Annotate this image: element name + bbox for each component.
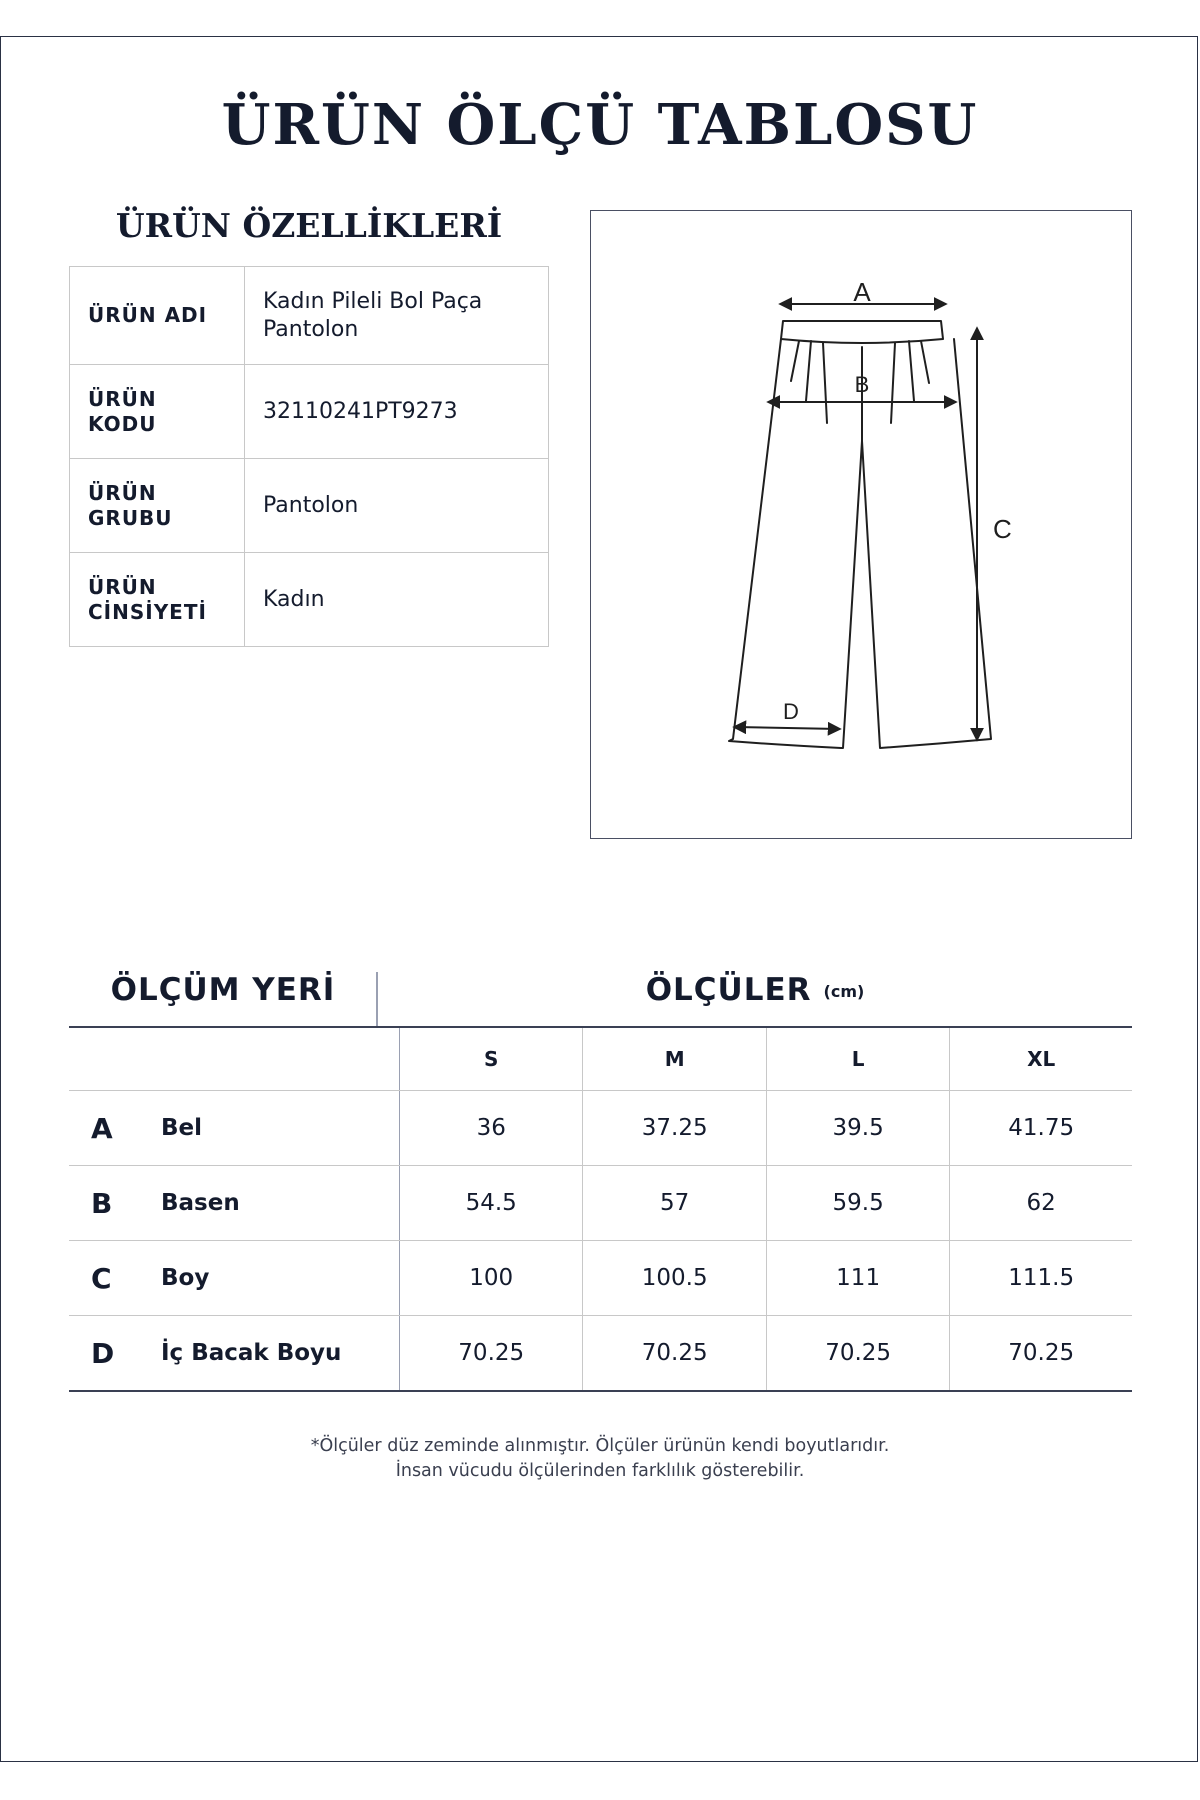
sizes-unit: (cm) xyxy=(823,982,865,1001)
size-header-cell: L xyxy=(766,1027,949,1091)
measure-point-header: ÖLÇÜM YERİ xyxy=(110,972,336,1008)
diagram-label-c: C xyxy=(993,514,1012,544)
measure-code: C xyxy=(69,1241,161,1316)
table-row xyxy=(69,1241,1132,1316)
size-header-blank xyxy=(69,1027,400,1091)
product-info-label: ÜRÜN GRUBU xyxy=(70,459,245,553)
pants-pleat xyxy=(823,343,827,423)
measure-code: D xyxy=(69,1316,161,1392)
size-value: 70.25 xyxy=(766,1316,949,1392)
product-info-value: Pantolon xyxy=(245,459,549,553)
product-info-value: Kadın Pileli Bol Paça Pantolon xyxy=(245,267,549,365)
sizes-header xyxy=(378,972,1132,1008)
diagram-label-d: D xyxy=(783,699,799,724)
measure-code: B xyxy=(69,1166,161,1241)
sizes-header-label: ÖLÇÜLER xyxy=(645,972,812,1008)
size-value: 111.5 xyxy=(950,1241,1132,1316)
product-info-row xyxy=(70,365,549,459)
size-header-cell: S xyxy=(400,1027,583,1091)
product-info-row xyxy=(70,553,549,647)
measure-code: A xyxy=(69,1091,161,1166)
table-row xyxy=(69,1091,1132,1166)
size-value: 37.25 xyxy=(583,1091,766,1166)
pants-pleat xyxy=(806,341,811,401)
size-value: 54.5 xyxy=(400,1166,583,1241)
size-value: 36 xyxy=(400,1091,583,1166)
product-info-row xyxy=(70,459,549,553)
table-row xyxy=(69,1166,1132,1241)
product-info-value: Kadın xyxy=(245,553,549,647)
size-value: 70.25 xyxy=(583,1316,766,1392)
measurement-note xyxy=(0,1434,1200,1484)
diagram-label-b: B xyxy=(854,372,870,397)
size-value: 111 xyxy=(766,1241,949,1316)
product-section-title: ÜRÜN ÖZELLİKLERİ xyxy=(115,206,503,245)
pants-pleat xyxy=(921,341,929,383)
size-value: 100 xyxy=(400,1241,583,1316)
page-title: ÜRÜN ÖLÇÜ TABLOSU xyxy=(221,92,979,158)
diagram-label-a: A xyxy=(853,277,871,307)
size-value: 100.5 xyxy=(583,1241,766,1316)
product-info-label: ÜRÜN CİNSİYETİ xyxy=(70,553,245,647)
pants-pleat xyxy=(891,343,895,423)
measure-arrow-d xyxy=(735,727,839,729)
measure-name: Bel xyxy=(161,1091,400,1166)
measure-name: Boy xyxy=(161,1241,400,1316)
product-info-label: ÜRÜN ADI xyxy=(70,267,245,365)
size-value: 70.25 xyxy=(950,1316,1132,1392)
product-info-row xyxy=(70,267,549,365)
size-value: 41.75 xyxy=(950,1091,1132,1166)
pants-outline xyxy=(729,339,991,748)
size-chart-table xyxy=(69,1026,1132,1392)
size-header-cell: XL xyxy=(950,1027,1132,1091)
size-value: 39.5 xyxy=(766,1091,949,1166)
product-info-value: 32110241PT9273 xyxy=(245,365,549,459)
pants-waistband xyxy=(781,321,943,343)
measure-name: İç Bacak Boyu xyxy=(161,1316,400,1392)
size-header-cell: M xyxy=(583,1027,766,1091)
size-header-row xyxy=(69,1027,1132,1091)
table-row xyxy=(69,1316,1132,1392)
product-info-label: ÜRÜN KODU xyxy=(70,365,245,459)
measure-name: Basen xyxy=(161,1166,400,1241)
product-info-table xyxy=(69,266,549,647)
pants-pleat xyxy=(909,341,914,401)
size-value: 62 xyxy=(950,1166,1132,1241)
pants-pleat xyxy=(791,341,799,381)
size-value: 59.5 xyxy=(766,1166,949,1241)
size-value: 57 xyxy=(583,1166,766,1241)
pants-diagram xyxy=(590,210,1132,839)
pants-illustration xyxy=(591,211,1133,840)
note-line: *Ölçüler düz zeminde alınmıştır. Ölçüler ürünün kendi boyutlarıdır. xyxy=(310,1436,890,1456)
size-value: 70.25 xyxy=(400,1316,583,1392)
note-line: İnsan vücudu ölçülerinden farklılık gösterebilir. xyxy=(395,1461,805,1481)
